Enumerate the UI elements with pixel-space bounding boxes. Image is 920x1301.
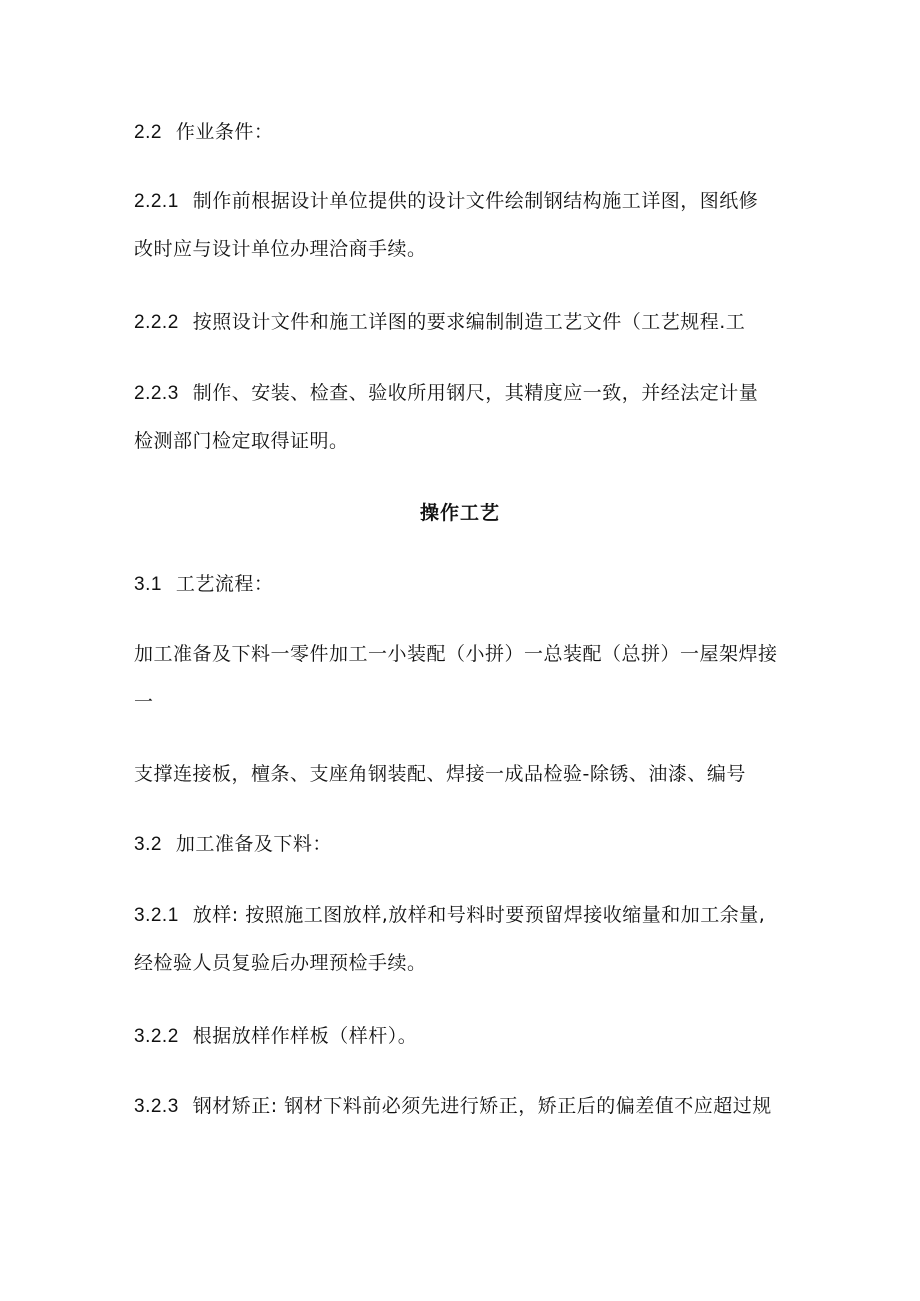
section-3-2-heading	[134, 832, 800, 857]
item-2-2-3-line-1	[134, 381, 800, 406]
paragraph-text: 根据放样作样板（样杆）。	[192, 1025, 418, 1047]
item-number: 2.2.2	[134, 312, 179, 333]
item-3-2-1-line-2: 经检验人员复验后办理预检手续。	[134, 952, 427, 974]
item-number: 2.2.1	[134, 191, 179, 212]
item-number: 3.2.2	[134, 1026, 179, 1047]
paragraph-text: 放样: 按照施工图放样,放样和号料时要预留焊接收缩量和加工余量,	[192, 904, 766, 926]
item-3-2-1-line-1	[134, 903, 800, 928]
item-number: 2.2.3	[134, 383, 179, 404]
section-title: 工艺流程：	[175, 573, 274, 595]
item-2-2-1-line-2: 改时应与设计单位办理洽商手续。	[134, 238, 427, 260]
item-2-2-2-line-1	[134, 310, 800, 335]
section-2-2-heading	[134, 120, 800, 145]
section-title: 作业条件：	[175, 121, 274, 143]
item-number: 3.2.1	[134, 905, 179, 926]
chapter-heading: 操作工艺	[419, 502, 500, 524]
section-title: 加工准备及下料：	[175, 833, 332, 855]
process-flow-line-2: 一	[134, 691, 154, 713]
paragraph-text: 按照设计文件和施工详图的要求编制制造工艺文件（工艺规程.工	[192, 311, 746, 333]
process-flow-line-1: 加工准备及下料一零件加工一小装配（小拼）一总装配（总拼）一屋架焊接	[134, 643, 778, 665]
item-2-2-3-line-2: 检测部门检定取得证明。	[134, 430, 349, 452]
paragraph-text: 钢材矫正: 钢材下料前必须先进行矫正，矫正后的偏差值不应超过规	[192, 1095, 772, 1117]
section-3-1-heading	[134, 572, 800, 597]
item-number: 3.2.3	[134, 1096, 179, 1117]
paragraph-text: 制作前根据设计单位提供的设计文件绘制钢结构施工详图，图纸修	[192, 190, 759, 212]
section-number: 3.2	[134, 834, 162, 855]
item-3-2-2-line-1	[134, 1024, 800, 1049]
item-3-2-3-line-1	[134, 1094, 800, 1119]
process-flow-line-3: 支撑连接板，檀条、支座角钢装配、焊接一成品检验-除锈、油漆、编号	[134, 763, 746, 785]
paragraph-text: 制作、安装、检查、验收所用钢尺，其精度应一致，并经法定计量	[192, 382, 759, 404]
item-2-2-1-line-1	[134, 189, 800, 214]
section-number: 3.1	[134, 574, 162, 595]
section-number: 2.2	[134, 122, 162, 143]
